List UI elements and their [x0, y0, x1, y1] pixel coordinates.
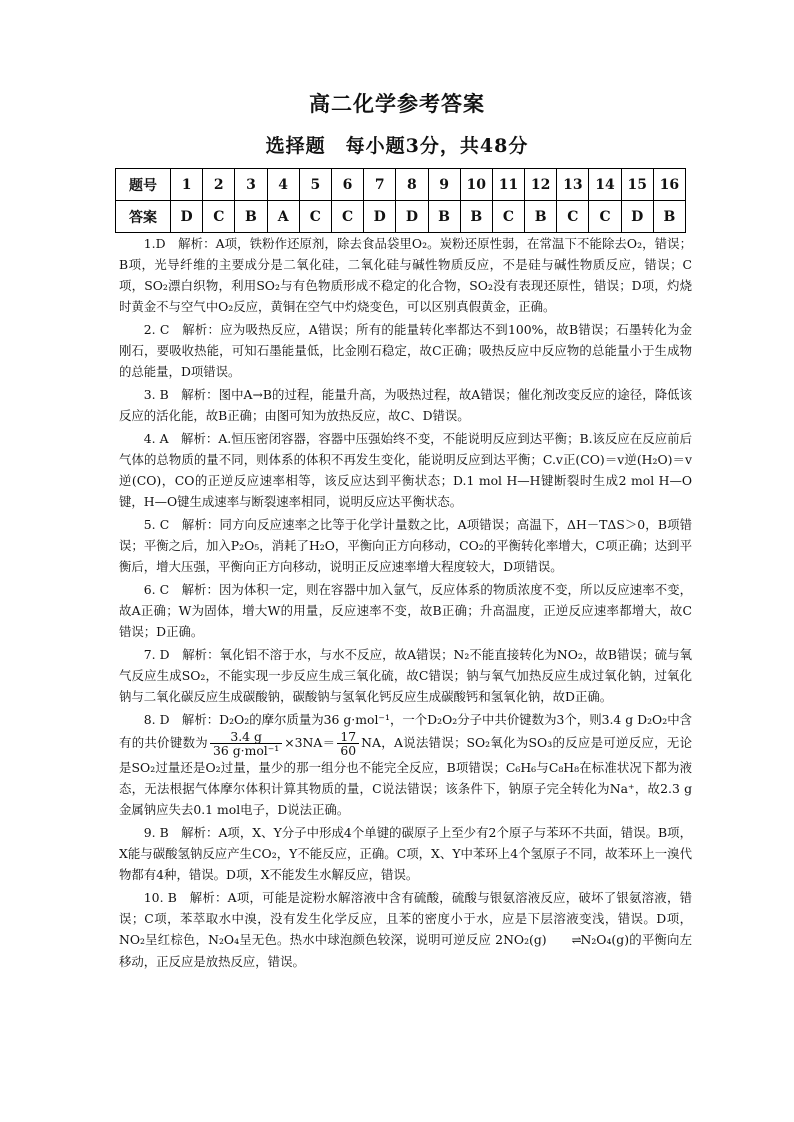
reversible-arrow-icon: ⇌ [571, 933, 581, 947]
fraction-denominator: 36 g·mol⁻¹ [213, 743, 280, 758]
question-number: 5 [299, 169, 331, 201]
question-number: 7 [364, 169, 396, 201]
table-row-numbers [116, 169, 686, 201]
q8-text-after: NA，A说法错误；SO₂氧化为SO₃的反应是可逆反应，无论是SO₂过量还是O₂过量，量少的那一组分也不能完全反应，B项错误；C₆H₆与C₈H₈在标准状况下都为液态，无法根据气体摩尔体积计算其物质的量，C说法错误；该条件下，钠原子完全转化为Na⁺，故2.3 g金属钠应失去0.1 mol电子，D说法正确。 [119, 735, 693, 817]
answer-cell: D [364, 201, 396, 233]
table-row-answers [116, 201, 686, 233]
answer-cell: C [331, 201, 363, 233]
answer-cell: C [203, 201, 235, 233]
answer-cell: B [428, 201, 460, 233]
answer-cell: A [267, 201, 299, 233]
fraction-denominator: 60 [340, 743, 357, 758]
answer-cell: B [460, 201, 492, 233]
question-number: 1 [171, 169, 203, 201]
q8-text-mid: ×3NA＝ [284, 735, 336, 750]
fraction-mass-over-molar-mass [210, 730, 282, 757]
answer-cell: D [621, 201, 653, 233]
question-number: 3 [235, 169, 267, 201]
question-number: 12 [525, 169, 557, 201]
explanation-q9: 9. B 解析：A项，X、Y分子中形成4个单键的碳原子上至少有2个原子与苯环不共面，错误。B项，X能与碳酸氢钠反应产生CO₂，Y不能反应，正确。C项，X、Y中苯环上4个氢原子不同，故苯环上一溴代物都有4种，错误。D项，X不能发生水解反应，错误。 [119, 825, 692, 882]
question-number: 2 [203, 169, 235, 201]
fraction-numerator: 3.4 g [210, 730, 282, 744]
question-number: 11 [492, 169, 524, 201]
row-label-number: 题号 [116, 169, 171, 201]
explanations [119, 233, 692, 974]
answer-cell: B [525, 201, 557, 233]
q8-text-before: 8. D 解析：D₂O₂的摩尔质量为36 g·mol⁻¹，一个D₂O₂分子中共价键数为3个，则3.4 g D₂O₂中含有的共价键数为 [119, 712, 692, 750]
fraction-result [337, 730, 359, 757]
question-number: 15 [621, 169, 653, 201]
answer-table [115, 168, 686, 233]
explanation-q2: 2. C 解析：应为吸热反应，A错误；所有的能量转化率都达不到100%，故B错误；石墨转化为金刚石，要吸收热能，可知石墨能量低，比金刚石稳定，故C正确；吸热反应中反应物的总能量小于生成物的总能量，D项错误。 [119, 322, 692, 379]
question-number: 16 [653, 169, 685, 201]
explanation-q4: 4. A 解析：A.恒压密闭容器，容器中压强始终不变，不能说明反应到达平衡；B.该反应在反应前后气体的总物质的量不同，则体系的体积不再发生变化，能说明反应到达平衡；C.v正(CO)＝v逆(H₂O)＝v逆(CO)，CO的正逆反应速率相等，该反应达到平衡状态；D.1 mol H—H键断裂时生成2 mol H—O键，H—O键生成速率与断裂速率相同，说明反应达平衡状态。 [119, 431, 692, 509]
explanation-q3: 3. B 解析：图中A→B的过程，能量升高，为吸热过程，故A错误；催化剂改变反应的途径，降低该反应的活化能，故B正确；由图可知为放热反应，故C、D错误。 [119, 387, 692, 423]
question-number: 9 [428, 169, 460, 201]
fraction-numerator: 17 [337, 730, 359, 744]
question-number: 8 [396, 169, 428, 201]
explanation-q1: 1.D 解析：A项，铁粉作还原剂，除去食品袋里O₂。炭粉还原性弱，在常温下不能除去O₂，错误；B项，光导纤维的主要成分是二氧化硅，二氧化硅与碱性物质反应，不是硅与碱性物质反应，错误；C项，SO₂漂白织物，利用SO₂与有色物质形成不稳定的化合物，SO₂没有表现还原性，错误；D项，灼烧时黄金不与空气中O₂反应，黄铜在空气中灼烧变色，可以区别真假黄金，正确。 [119, 236, 692, 314]
explanation-q10 [119, 887, 692, 972]
answer-cell: C [589, 201, 621, 233]
explanation-q5: 5. C 解析：同方向反应速率之比等于化学计量数之比，A项错误；高温下，ΔH－TΔS＞0，B项错误；平衡之后，加入P₂O₅，消耗了H₂O，平衡向正方向移动，CO₂的平衡转化率增大，C项正确；达到平衡后，增大压强，平衡向正方向移动，说明正反应速率增大程度较大，D项错误。 [119, 517, 692, 574]
section-subtitle: 选择题 每小题3分，共48分 [265, 135, 529, 157]
question-number: 13 [557, 169, 589, 201]
explanation-q7: 7. D 解析：氧化铝不溶于水，与水不反应，故A错误；N₂不能直接转化为NO₂，故B错误；硫与氧气反应生成SO₂，不能实现一步反应生成三氧化硫，故C错误；钠与氧气加热反应生成过氧化钠，过氧化钠与二氧化碳反应生成碳酸钠，碳酸钠与氢氧化钙反应生成碳酸钙和氢氧化钠，故D正确。 [119, 647, 692, 704]
question-number: 14 [589, 169, 621, 201]
explanation-q6: 6. C 解析：因为体积一定，则在容器中加入氩气，反应体系的物质浓度不变，所以反应速率不变，故A正确；W为固体，增大W的用量，反应速率不变，故B正确；升高温度，正逆反应速率都增大，故C错误；D正确。 [119, 582, 692, 639]
row-label-answer: 答案 [116, 201, 171, 233]
question-number: 4 [267, 169, 299, 201]
q10-text-before: 10. B 解析：A项，可能是淀粉水解溶液中含有硫酸，硫酸与银氨溶液反应，破坏了银氨溶液，错误；C项，苯萃取水中溴，没有发生化学反应，且苯的密度小于水，应是下层溶液变浅，错误。D项，NO₂呈红棕色，N₂O₄呈无色。热水中球泡颜色较深，说明可逆反应 2NO₂(g) [119, 890, 692, 947]
page-title: 高二化学参考答案 [309, 91, 485, 116]
explanation-q8 [119, 709, 692, 820]
question-number: 6 [331, 169, 363, 201]
answer-cell: B [235, 201, 267, 233]
answer-cell: D [171, 201, 203, 233]
answer-cell: C [557, 201, 589, 233]
answer-cell: C [299, 201, 331, 233]
question-number: 10 [460, 169, 492, 201]
q10-text-after: N₂O₄(g)的平衡向左移动，正反应是放热反应，错误。 [119, 932, 692, 969]
answer-cell: D [396, 201, 428, 233]
answer-cell: B [653, 201, 685, 233]
answer-cell: C [492, 201, 524, 233]
